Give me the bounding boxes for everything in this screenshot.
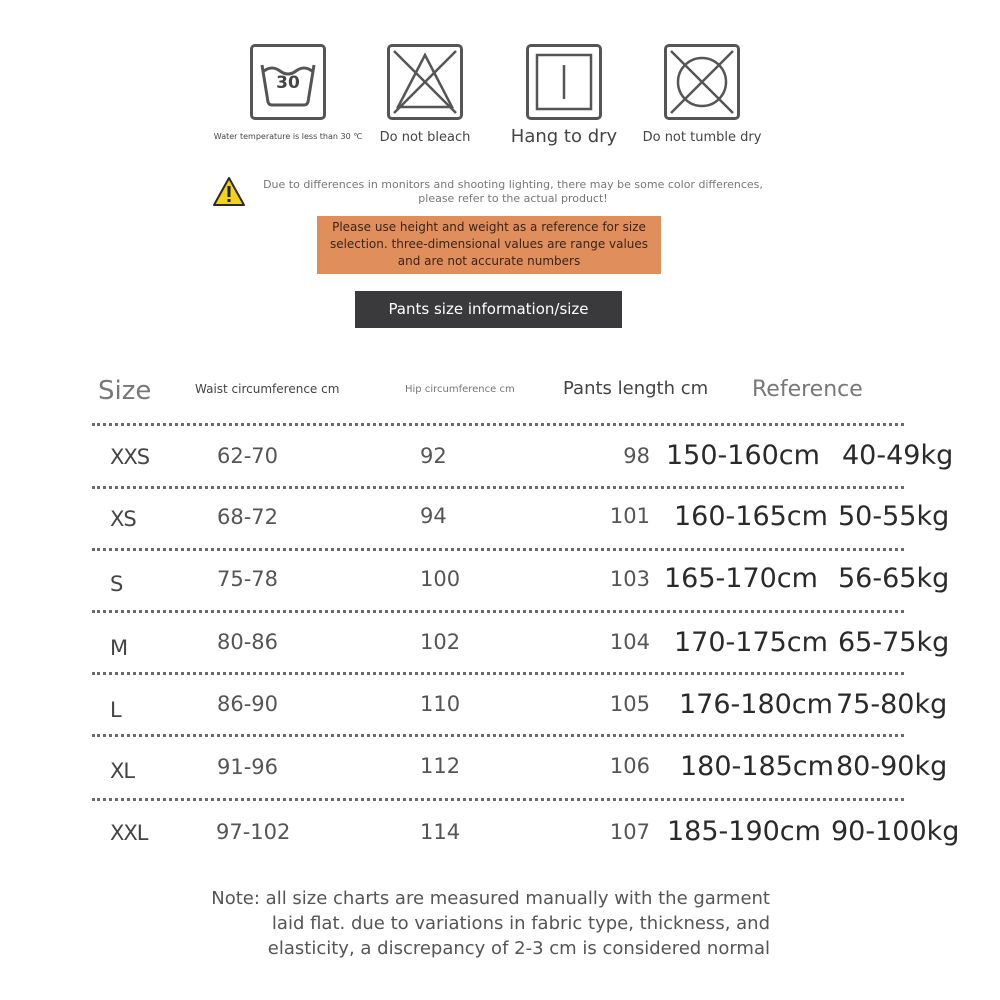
header-size: Size (98, 376, 152, 406)
cell-length: 104 (609, 630, 650, 654)
measurement-note (190, 886, 770, 961)
cell-length: 103 (609, 567, 650, 591)
cell-hip: 100 (420, 567, 461, 591)
cell-hip: 94 (420, 504, 447, 528)
cell-height: 185-190cm (667, 816, 821, 847)
bleach-caption: Do not bleach (379, 130, 471, 145)
cell-weight: 75-80kg (836, 689, 948, 720)
cell-hip: 112 (420, 754, 461, 778)
cell-length: 105 (609, 692, 650, 716)
table-row (92, 613, 992, 675)
wash-30-icon (250, 44, 326, 120)
tumble-caption: Do not tumble dry (642, 130, 762, 145)
header-waist: Waist circumference cm (195, 382, 340, 396)
care-symbol-wash (208, 44, 368, 141)
table-row (92, 550, 992, 612)
cell-size: XXL (110, 821, 148, 845)
header-hip: Hip circumference cm (405, 384, 515, 395)
cell-height: 176-180cm (679, 689, 833, 720)
no-bleach-icon (387, 44, 463, 120)
header-reference: Reference (752, 377, 863, 402)
wash-caption: Water temperature is less than 30 ℃ (213, 132, 363, 141)
cell-length: 106 (609, 754, 650, 778)
cell-hip: 102 (420, 630, 461, 654)
cell-size: S (110, 572, 123, 596)
cell-height: 165-170cm (664, 563, 818, 594)
table-row (92, 426, 992, 488)
note-line-1: Note: all size charts are measured manually with the garment (211, 888, 770, 909)
cell-length: 101 (609, 504, 650, 528)
table-row (92, 675, 992, 737)
hang-dry-icon (526, 44, 602, 120)
cell-height: 170-175cm (674, 627, 828, 658)
no-tumble-dry-icon (664, 44, 740, 120)
cell-weight: 90-100kg (831, 816, 960, 847)
wash-temperature-number: 30 (276, 73, 300, 93)
cell-weight: 40-49kg (842, 440, 954, 471)
cell-waist: 68-72 (217, 505, 279, 529)
cell-size: L (110, 698, 121, 722)
cell-size: XS (110, 507, 136, 531)
cell-height: 150-160cm (666, 440, 820, 471)
cell-hip: 110 (420, 692, 461, 716)
cell-weight: 65-75kg (838, 627, 950, 658)
cell-size: XL (110, 759, 135, 783)
cell-weight: 56-65kg (838, 563, 950, 594)
cell-waist: 97-102 (216, 820, 291, 844)
table-row (92, 801, 992, 863)
table-row (92, 488, 992, 550)
cell-height: 160-165cm (674, 501, 828, 532)
cell-waist: 91-96 (217, 755, 279, 779)
cell-length: 107 (609, 820, 650, 844)
cell-size: XXS (110, 445, 150, 469)
section-title: Pants size information/size (355, 291, 622, 328)
cell-waist: 62-70 (217, 444, 279, 468)
size-selection-notice: Please use height and weight as a reference for size selection. three-dimensional values are range values and are not accurate numbers (317, 216, 661, 274)
cell-waist: 80-86 (217, 630, 279, 654)
cell-weight: 50-55kg (838, 501, 950, 532)
cell-waist: 75-78 (217, 567, 279, 591)
cell-length: 98 (623, 444, 650, 468)
cell-weight: 80-90kg (836, 751, 948, 782)
warning-text: Due to differences in monitors and shooting lighting, there may be some color differences, please refer to the actual product! (263, 178, 763, 205)
header-length: Pants length cm (563, 378, 709, 399)
hang-caption: Hang to dry (510, 126, 618, 147)
cell-hip: 92 (420, 444, 447, 468)
cell-height: 180-185cm (680, 751, 834, 782)
note-line-3: elasticity, a discrepancy of 2-3 cm is considered normal (267, 938, 770, 959)
cell-waist: 86-90 (217, 692, 279, 716)
note-line-2: laid flat. due to variations in fabric type, thickness, and (271, 913, 770, 934)
table-row (92, 737, 992, 799)
warning-triangle-icon (212, 176, 246, 208)
care-symbol-hang (484, 44, 644, 147)
cell-size: M (110, 636, 128, 660)
cell-hip: 114 (420, 820, 461, 844)
care-symbol-tumble (622, 44, 782, 145)
care-symbol-bleach (345, 44, 505, 145)
